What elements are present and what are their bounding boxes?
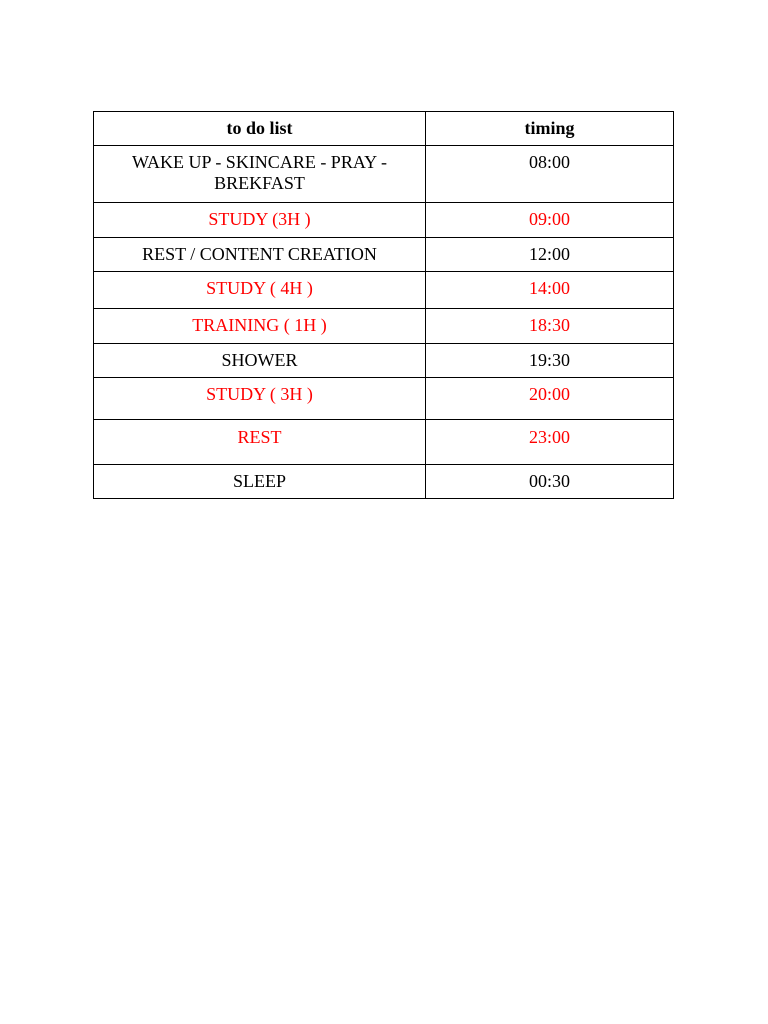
- table-row: [94, 378, 674, 420]
- task-cell: STUDY ( 4H ): [94, 272, 426, 309]
- header-todo: to do list: [94, 112, 426, 146]
- time-cell: 09:00: [426, 203, 674, 238]
- task-cell: TRAINING ( 1H ): [94, 309, 426, 344]
- time-cell: 19:30: [426, 344, 674, 378]
- table-row: [94, 238, 674, 272]
- time-cell: 14:00: [426, 272, 674, 309]
- time-cell: 12:00: [426, 238, 674, 272]
- task-cell: REST: [94, 420, 426, 465]
- table-row: [94, 309, 674, 344]
- time-cell: 20:00: [426, 378, 674, 420]
- task-cell: WAKE UP - SKINCARE - PRAY - BREKFAST: [94, 146, 426, 203]
- task-cell: SHOWER: [94, 344, 426, 378]
- time-cell: 18:30: [426, 309, 674, 344]
- time-cell: 08:00: [426, 146, 674, 203]
- time-cell: 00:30: [426, 465, 674, 499]
- task-cell: REST / CONTENT CREATION: [94, 238, 426, 272]
- table-header-row: [94, 112, 674, 146]
- task-cell: SLEEP: [94, 465, 426, 499]
- table-row: [94, 272, 674, 309]
- table-row: [94, 203, 674, 238]
- table-row: [94, 420, 674, 465]
- table-row: [94, 344, 674, 378]
- schedule-table: [93, 111, 674, 499]
- time-cell: 23:00: [426, 420, 674, 465]
- table-row: [94, 465, 674, 499]
- task-cell: STUDY ( 3H ): [94, 378, 426, 420]
- header-timing: timing: [426, 112, 674, 146]
- table-row: [94, 146, 674, 203]
- task-cell: STUDY (3H ): [94, 203, 426, 238]
